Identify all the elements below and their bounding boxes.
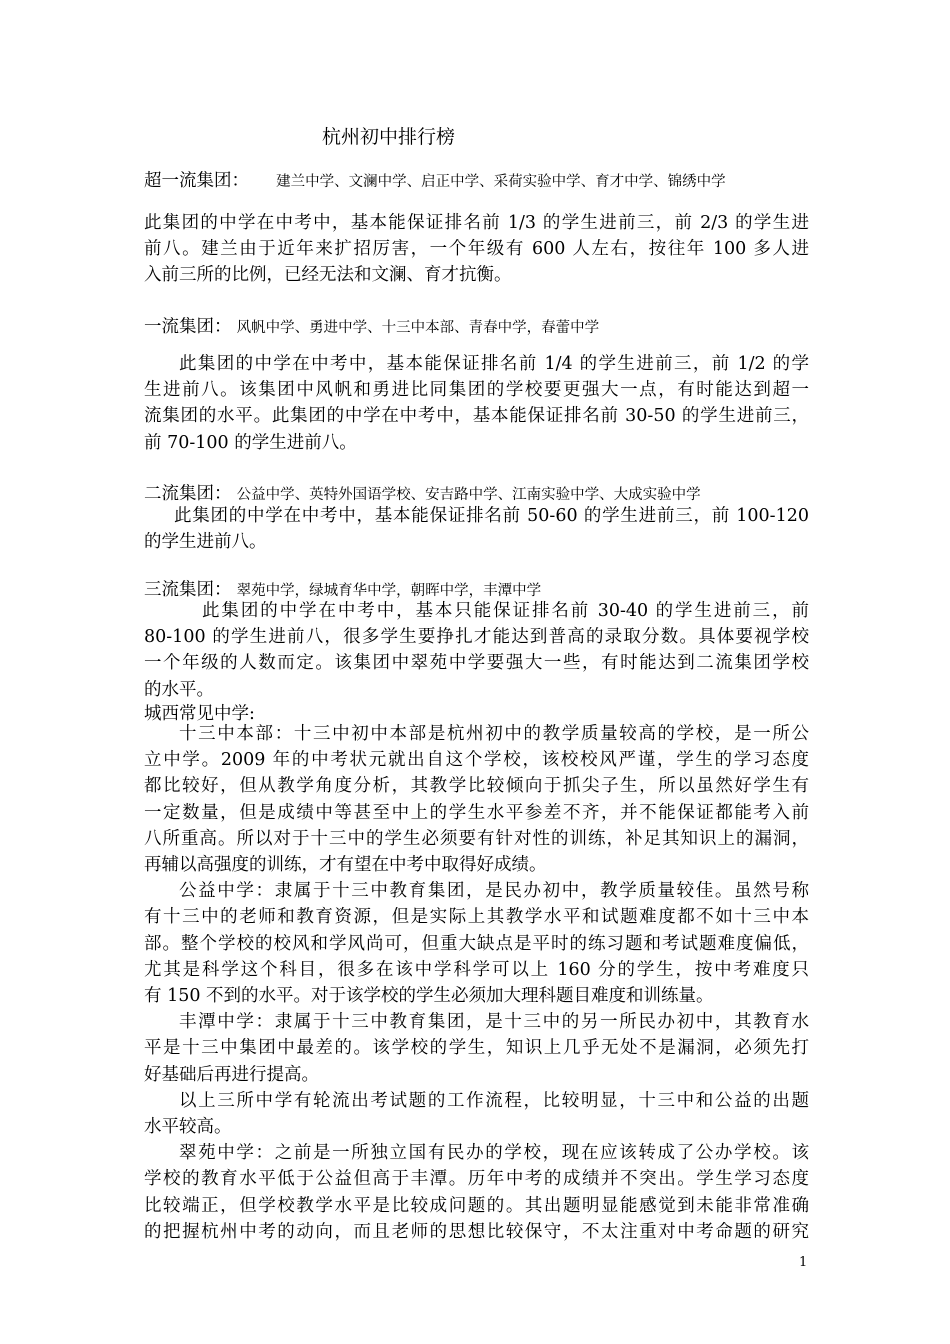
page-title: 杭州初中排行榜: [322, 126, 456, 148]
text-line: 一个年级的人数而定。该集团中翠苑中学要强大一些，有时能达到二流集团学校: [144, 653, 809, 674]
text-line: 此集团的中学在中考中，基本能保证排名前 1/3 的学生进前三，前 2/3 的学生进: [144, 213, 809, 233]
text-line: 都比较好，但从教学角度分析，其教学比较倾向于抓尖子生，所以虽然好学生有: [144, 776, 809, 797]
text-line: 比较端正，但学校教学水平是比较成问题的。其出题明显能感觉到未能非常准确: [144, 1195, 809, 1216]
text-line: 水平较高。: [144, 1117, 232, 1138]
text-line: 80-100 的学生进前八，很多学生要挣扎才能达到普高的录取分数。具体要视学校: [144, 627, 809, 648]
text-line: 的把握杭州中考的动向，而且老师的思想比较保守，不太注重对中考命题的研究: [144, 1221, 809, 1242]
group-header-super-first: [144, 167, 726, 192]
body-text: [144, 721, 809, 1245]
text-line: 丰潭中学：隶属于十三中教育集团，是十三中的另一所民办初中，其教育水: [179, 1012, 809, 1033]
group-label: 三流集团：: [144, 580, 232, 600]
text-line: 公益中学：隶属于十三中教育集团，是民办初中，教学质量较佳。虽然号称: [179, 881, 809, 902]
text-line: 翠苑中学：之前是一所独立国有民办的学校，现在应该转成了公办学校。该: [179, 1143, 809, 1164]
text-line: 尤其是科学这个科目，很多在该中学科学可以上 160 分的学生，按中考难度只: [144, 959, 809, 980]
text-line: 前八。建兰由于近年来扩招厉害，一个年级有 600 人左右，按往年 100 多人进: [144, 239, 809, 260]
text-line: 平是十三中集团中最差的。该学校的学生，知识上几乎无处不是漏洞，必须先打: [144, 1038, 809, 1059]
text-line: 十三中本部：十三中初中本部是杭州初中的教学质量较高的学校，是一所公: [179, 724, 809, 744]
text-line: 一定数量，但是成绩中等甚至中上的学生水平参差不齐，并不能保证都能考入前: [144, 802, 809, 823]
text-line: 此集团的中学在中考中，基本能保证排名前 50-60 的学生进前三，前 100-120: [174, 506, 809, 526]
group-header-first: [144, 313, 599, 338]
group-header-second: [144, 480, 701, 505]
group-label: 超一流集团：: [144, 171, 249, 191]
text-line: 学校的教育水平低于公益但高于丰潭。历年中考的成绩并不突出。学生学习态度: [144, 1169, 809, 1190]
group-label: 一流集团：: [144, 317, 232, 337]
group-schools: 翠苑中学，绿城育华中学，朝晖中学，丰潭中学: [236, 583, 542, 599]
group-description: [144, 503, 809, 555]
group-description: [144, 351, 809, 456]
group-schools: 建兰中学、文澜中学、启正中学、采荷实验中学、育才中学、锦绣中学: [276, 174, 726, 190]
text-line: 八所重高。所以对于十三中的学生必须要有针对性的训练，补足其知识上的漏洞，: [144, 828, 809, 849]
text-line: 再辅以高强度的训练，才有望在中考中取得好成绩。: [144, 855, 547, 876]
group-description: [144, 598, 809, 703]
text-line: 部。整个学校的校风和学风尚可，但重大缺点是平时的练习题和考试题难度偏低，: [144, 933, 809, 954]
text-line: 此集团的中学在中考中，基本能保证排名前 1/4 的学生进前三，前 1/2 的学: [179, 354, 809, 374]
text-line: 有十三中的老师和教育资源，但是实际上其教学水平和试题难度都不如十三中本: [144, 907, 809, 928]
text-line: 有 150 不到的水平。对于该学校的学生必须加大理科题目难度和训练量。: [144, 986, 714, 1007]
group-schools: 风帆中学、勇进中学、十三中本部、青春中学，春蕾中学: [236, 320, 600, 336]
text-line: 的学生进前八。: [144, 532, 267, 553]
text-line: 以上三所中学有轮流出考试题的工作流程，比较明显，十三中和公益的出题: [179, 1090, 809, 1111]
group-description: [144, 210, 809, 289]
section-heading: 城西常见中学:: [144, 704, 255, 724]
group-label: 二流集团：: [144, 484, 232, 504]
text-line: 的水平。: [144, 679, 214, 700]
text-line: 流集团的水平。此集团的中学在中考中，基本能保证排名前 30-50 的学生进前三，: [144, 406, 809, 427]
group-schools: 公益中学、英特外国语学校、安吉路中学、江南实验中学、大成实验中学: [236, 487, 701, 503]
text-line: 好基础后再进行提高。: [144, 1064, 319, 1085]
text-line: 前 70-100 的学生进前八。: [144, 432, 357, 453]
text-line: 此集团的中学在中考中，基本只能保证排名前 30-40 的学生进前三，前: [202, 601, 809, 621]
text-line: 生进前八。该集团中风帆和勇进比同集团的学校要更强大一点，有时能达到超一: [144, 380, 809, 401]
text-line: 立中学。2009 年的中考状元就出自这个学校，该校校风严谨，学生的学习态度: [144, 750, 809, 771]
text-line: 入前三所的比例，已经无法和文澜、育才抗衡。: [144, 265, 512, 286]
page-number: 1: [799, 1255, 808, 1270]
